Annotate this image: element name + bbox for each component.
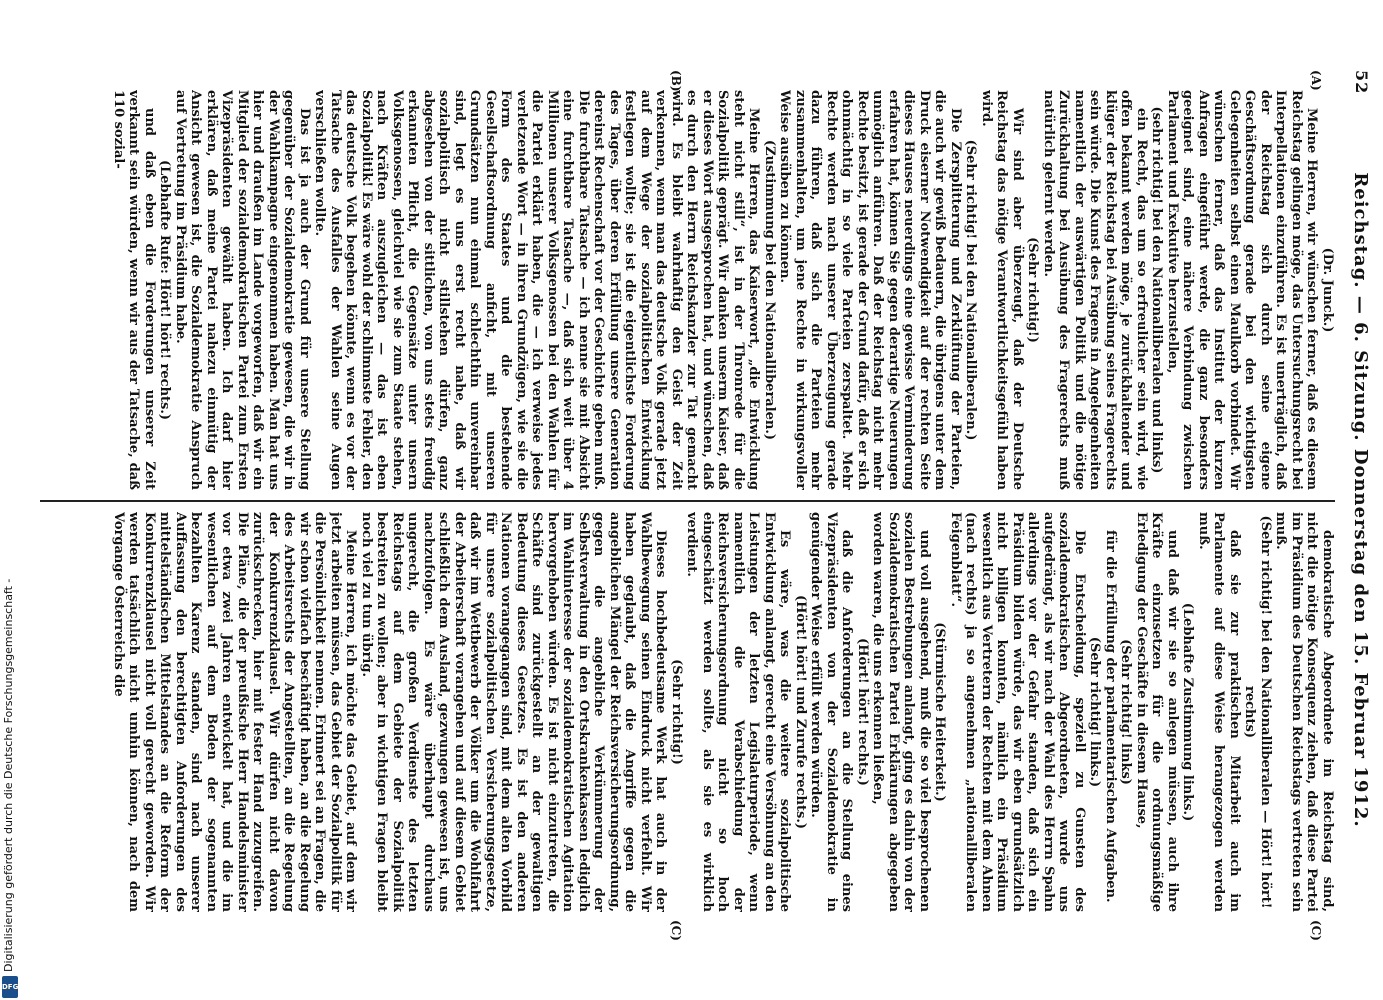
stage-direction: (Sehr richtig! bei den Nationalliberalen — Hört! hört! rechts)	[1242, 515, 1273, 909]
text-column-left	[40, 90, 1335, 490]
page-number: 52	[1352, 70, 1371, 95]
paragraph: demokratische Abgeordnete im Reichstag sind, nicht die nötige Konsequenz ziehen, daß diese Partei im Präsidium des Deutschen Reichstags vertreten sein muß.	[1273, 512, 1335, 912]
stage-direction: (Hört! hört! rechts.)	[855, 638, 870, 786]
stage-direction: (Hört! hört! und Zurufe rechts.)	[793, 594, 808, 830]
credit-text: Digitalisierung gefördert durch die Deutsche Forschungsgemeinschaft -	[2, 578, 15, 972]
paragraph: daß die Anforderungen an die Stellung eines Vizepräsidenten von der Sozialdemokratie in genügender Weise erfüllt werden würden.	[808, 512, 855, 912]
paragraph: Dieses hochbedeutsame Werk hat auch in der Wahlbewegung seinen Eindruck nicht verfehlt. Wir haben geglaubt, daß die Angriffe gegen die angeblichen Mängel der Reichsversicherungsordnung, gegen die angebliche Verkümmerung der Selbstverwaltung in den Ortskrankenkassen lediglich im Wahlinteresse der sozialdemokratischen Agitation hervorgehoben würden. Es ist nicht einzutreten, die Schäfte sind zurückgestellt an der gewaltigen Bedeutung dieses Gesetzes. Es ist den anderen Nationen vorangegangen sind, mit dem alten Vorbild für unsere sozialpolitischen Versicherungsgesetze, daß wir im Wettbewerb der Völker um die Wohlfahrt der Arbeiterschaft vorangehen und auf diesem Gebiet schließlich dem Ausland, gezwungen gewesen ist, uns nachzufolgen. Es wäre überhaupt durchaus ungerecht, die großen Verdienste des letzten Reichstags auf dem Gebiete der Sozialpolitik bestreiten zu wollen; aber in wichtigen Fragen bleibt noch viel zu tun übrig.	[359, 512, 669, 912]
stage-direction: (Lebhafte Zustimmung links.)	[1180, 602, 1196, 822]
paragraph: Die Zersplitterung und Zerklüftung der Parteien, die auch wir gewiß bedauern, die übrigens unter dem Druck eiserner Notwendigkeit auf der rechten Seite dieses Hauses neuerdings eine gewisse Verminderung erfahren hat, können Sie gegen derartige Neuerungen unmöglich anführen. Daß der Reichstag nicht mehr Rechte besitzt, ist gerade der Grund dafür, daß er sich ohnmächtig in so viele Parteien zerspaltet. Mehr Rechte werden nach unserer Überzeugung gerade dazu führen, daß sich die Parteien mehr zusammenhalten, um jene Rechte in wirkungsvoller Weise ausüben zu können.	[777, 90, 963, 490]
column-divider	[40, 500, 1335, 502]
paragraph: ein Recht, das um so erfreulicher sein wird, wie offen bekannt werden möge, je zurückhaltender und klüger der Reichstag bei Ausübung seines Fragerechts sein würde. Die Kunst des Fragens in Angelegenheiten namentlich der auswärtigen Politik und die nötige Zurückhaltung bei Ausübung des Fragerechts muß natürlich gelernt werden.	[1041, 90, 1149, 490]
paragraph: und daß wir sie so anlegen müssen, auch ihre Kräfte einzusetzen für die ordnungsmäßige Erledigung der Geschäfte in diesem Hause,	[1134, 512, 1180, 912]
text-column-right	[40, 512, 1335, 912]
paragraph: für die Erfüllung der parlamentarischen Aufgaben.	[1103, 530, 1118, 903]
paragraph: und daß eben die Forderungen unserer Zeit verkannt sein würden, wenn wir aus der Tatsache, daß 110 sozial-	[111, 90, 157, 490]
digitization-credit	[0, 0, 22, 1000]
paragraph: Das ist ja auch der Grund für unsere Stellung gegenüber der Sozialdemokratie gewesen, die wir in der Wahlkampagne eingenommen haben. Man hat uns hier und draußen im Lande vorgeworfen, daß wir ein Mitglied der sozialdemokratischen Partei zum Ersten Vizepräsidenten gewählt haben. Ich darf hier erklären, daß meine Partei nahezu einmütig der Ansicht gewesen ist, die Sozialdemokratie Anspruch auf Vertretung im Präsidium habe.	[173, 90, 312, 490]
speaker-label: (Dr. Junck.)	[1320, 247, 1335, 333]
dfg-logo: DFG	[2, 976, 18, 998]
margin-marker-c: (C)	[1309, 920, 1323, 941]
margin-marker-b: (B)	[669, 70, 683, 92]
paragraph: Meine Herren, ich möchte das Gebiet, auf dem wir jetzt arbeiten müssen, das Gebiet der Sozialpolitik für die Persönlichkeit nennen. Erinnert sei an Fragen, die wir schon vielfach beschäftigt haben, an die Regelung des Arbeitsrechts der Angestellten, an die Regelung der Konkurrenzklausel. Wir dürfen nicht davon zurückschrecken, hier mit fester Hand zuzugreifen. Die Pläne, die der preußische Herr Handelsminister vor etwa zwei Jahren entwickelt hat, und die im wesentlichen auf dem Boden der sogenannten bezahlten Karenz standen, sind nach unserer Auffassung den berechtigten Anforderungen des mittelständischen Mittelstandes an die Reform der Konkurrenzklausel nicht voll gerecht geworden. Wir werden tatsächlich nicht umhin können, nach dem Vorgange Österreichs die	[111, 512, 359, 912]
stage-direction: (Sehr richtig! bei den Nationalliberalen.)	[963, 139, 979, 441]
paragraph: Es wäre, was die weitere sozialpolitische Entwicklung anlangt, gerecht eine Versöhnung an den Leistungen der letzten Legislaturperiode, wenn namentlich die Verabschiedung der Reichsversicherungsordnung nicht so hoch eingeschätzt werden sollte, als sie es wirklich verdient.	[684, 512, 793, 912]
stage-direction: (Stürmische Heiterkeit.)	[932, 622, 948, 802]
stage-direction: (Sehr richtig! links)	[1118, 639, 1134, 785]
margin-marker-a: (A)	[1309, 70, 1323, 91]
paragraph: Die Entscheidung, speziell zu Gunsten des sozialdemokratischen Abgeordneten, wurde uns aufgedrängt, als wir nach der Wahl des Herrn Spahn allerdings vor der Gefahr standen, daß sich ein Präsidium bilden würde, das wir eben grundsätzlich nicht billigen konnten, nämlich ein Präsidium wesentlich aus Vertretern der Rechten mit dem Ahnen (nach rechts) ja so angenehmen „nationalliberalen Feigenblatt“.	[948, 512, 1087, 912]
page-title: Reichstag. — 6. Sitzung. Donnerstag den 15. Februar 1912.	[1350, 172, 1371, 828]
margin-marker-c-lower: (C)	[669, 920, 683, 941]
stage-direction: (Lebhafte Rufe: Hört! hört! rechts.)	[157, 159, 173, 421]
paragraph: Meine Herren, das Kaiserwort, „die Entwicklung steht nicht still“, ist in der Thronrede für die Sozialpolitik geprägt. Wir danken unserm Kaiser, daß er dieses Wort ausgesprochen hat, und wünschen, daß es durch den Herrn Reichskanzler zur Tat gemacht wird. Es bleibt wahrhaftig den Geist der Zeit verkennen, wenn man das deutsche Volk gerade jetzt auf dem Wege der sozialpolitischen Entwicklung festlegen wollte; sie ist die eigentlichste Forderung des Tages, über deren Erfüllung unsere Generation dereinst Rechenschaft vor der Geschichte geben muß. Die furchtbare Tatsache — ich nenne sie mit Absicht eine furchtbare Tatsache —, daß sich weit über 4 Millionen unserer Volksgenossen bei den Wahlen für die Partei erklärt haben, die — ich verweise jedes verletzende Wort — in ihren Grundzügen, wie sie die Form des Staates und die bestehende Gesellschaftsordnung anficht, mit unseren Grundsätzen nun einmal schlechthin unvereinbar sind, legt es uns erst recht nahe, daß wir sozialpolitisch nicht stillstehen dürfen, ganz abgesehen von der sittlichen, von uns stets freudig erkannten Pflicht, die Gegensätze unter unsern Volksgenossen, gleichviel wie sie zum Staate stehen, nach Kräften auszugleichen — das ist eben Sozialpolitik! Es wäre wohl der schlimmste Fehler, den das deutsche Volk begehen könnte, wenn es vor der Tatsache des Ausfalles der Wahlen seine Augen verschließen wollte.	[312, 90, 762, 490]
paragraph: und voll ausgehend, muß die so viel besprochenen sozialen Bestrebungen anlangt, ging es dahin von der Sozialdemokratischen Partei Erklärungen abgegeben worden waren, die uns erkennen ließen,	[870, 512, 932, 912]
stage-direction: (sehr richtig! bei den Nationalliberalen und links)	[1149, 106, 1165, 474]
stage-direction: (Sehr richtig!)	[669, 659, 684, 765]
stage-direction: (Sehr richtig!)	[1025, 237, 1041, 343]
stage-direction: (Zustimmung bei den Nationalliberalen.)	[762, 139, 777, 441]
stage-direction: (Sehr richtig! links.)	[1087, 636, 1103, 788]
paragraph: Meine Herren, wir wünschen ferner, daß es diesem Reichstag gelingen möge, das Untersuchungsrecht bei Interpellationen einzuführen. Es ist unerträglich, daß der Reichstag sich durch seine eigene Geschäftsordnung gerade bei den wichtigsten Gelegenheiten selbst einen Maulkorb vorbindet. Wir wünschen ferner, daß das Institut der kurzen Anfragen eingeführt werde, die ganz besonders geeignet sind, eine nähere Verbindung zwischen Parlament und Exekutive herzustellen,	[1165, 90, 1320, 490]
paragraph: Wir sind aber überzeugt, daß der Deutsche Reichstag das nötige Verantwortlichkeitsgefühl haben wird.	[979, 90, 1025, 490]
paragraph: daß sie zur praktischen Mitarbeit auch im Parlamente auf diese Weise herangezogen werden muß.	[1196, 512, 1242, 912]
page-header	[1345, 70, 1371, 930]
